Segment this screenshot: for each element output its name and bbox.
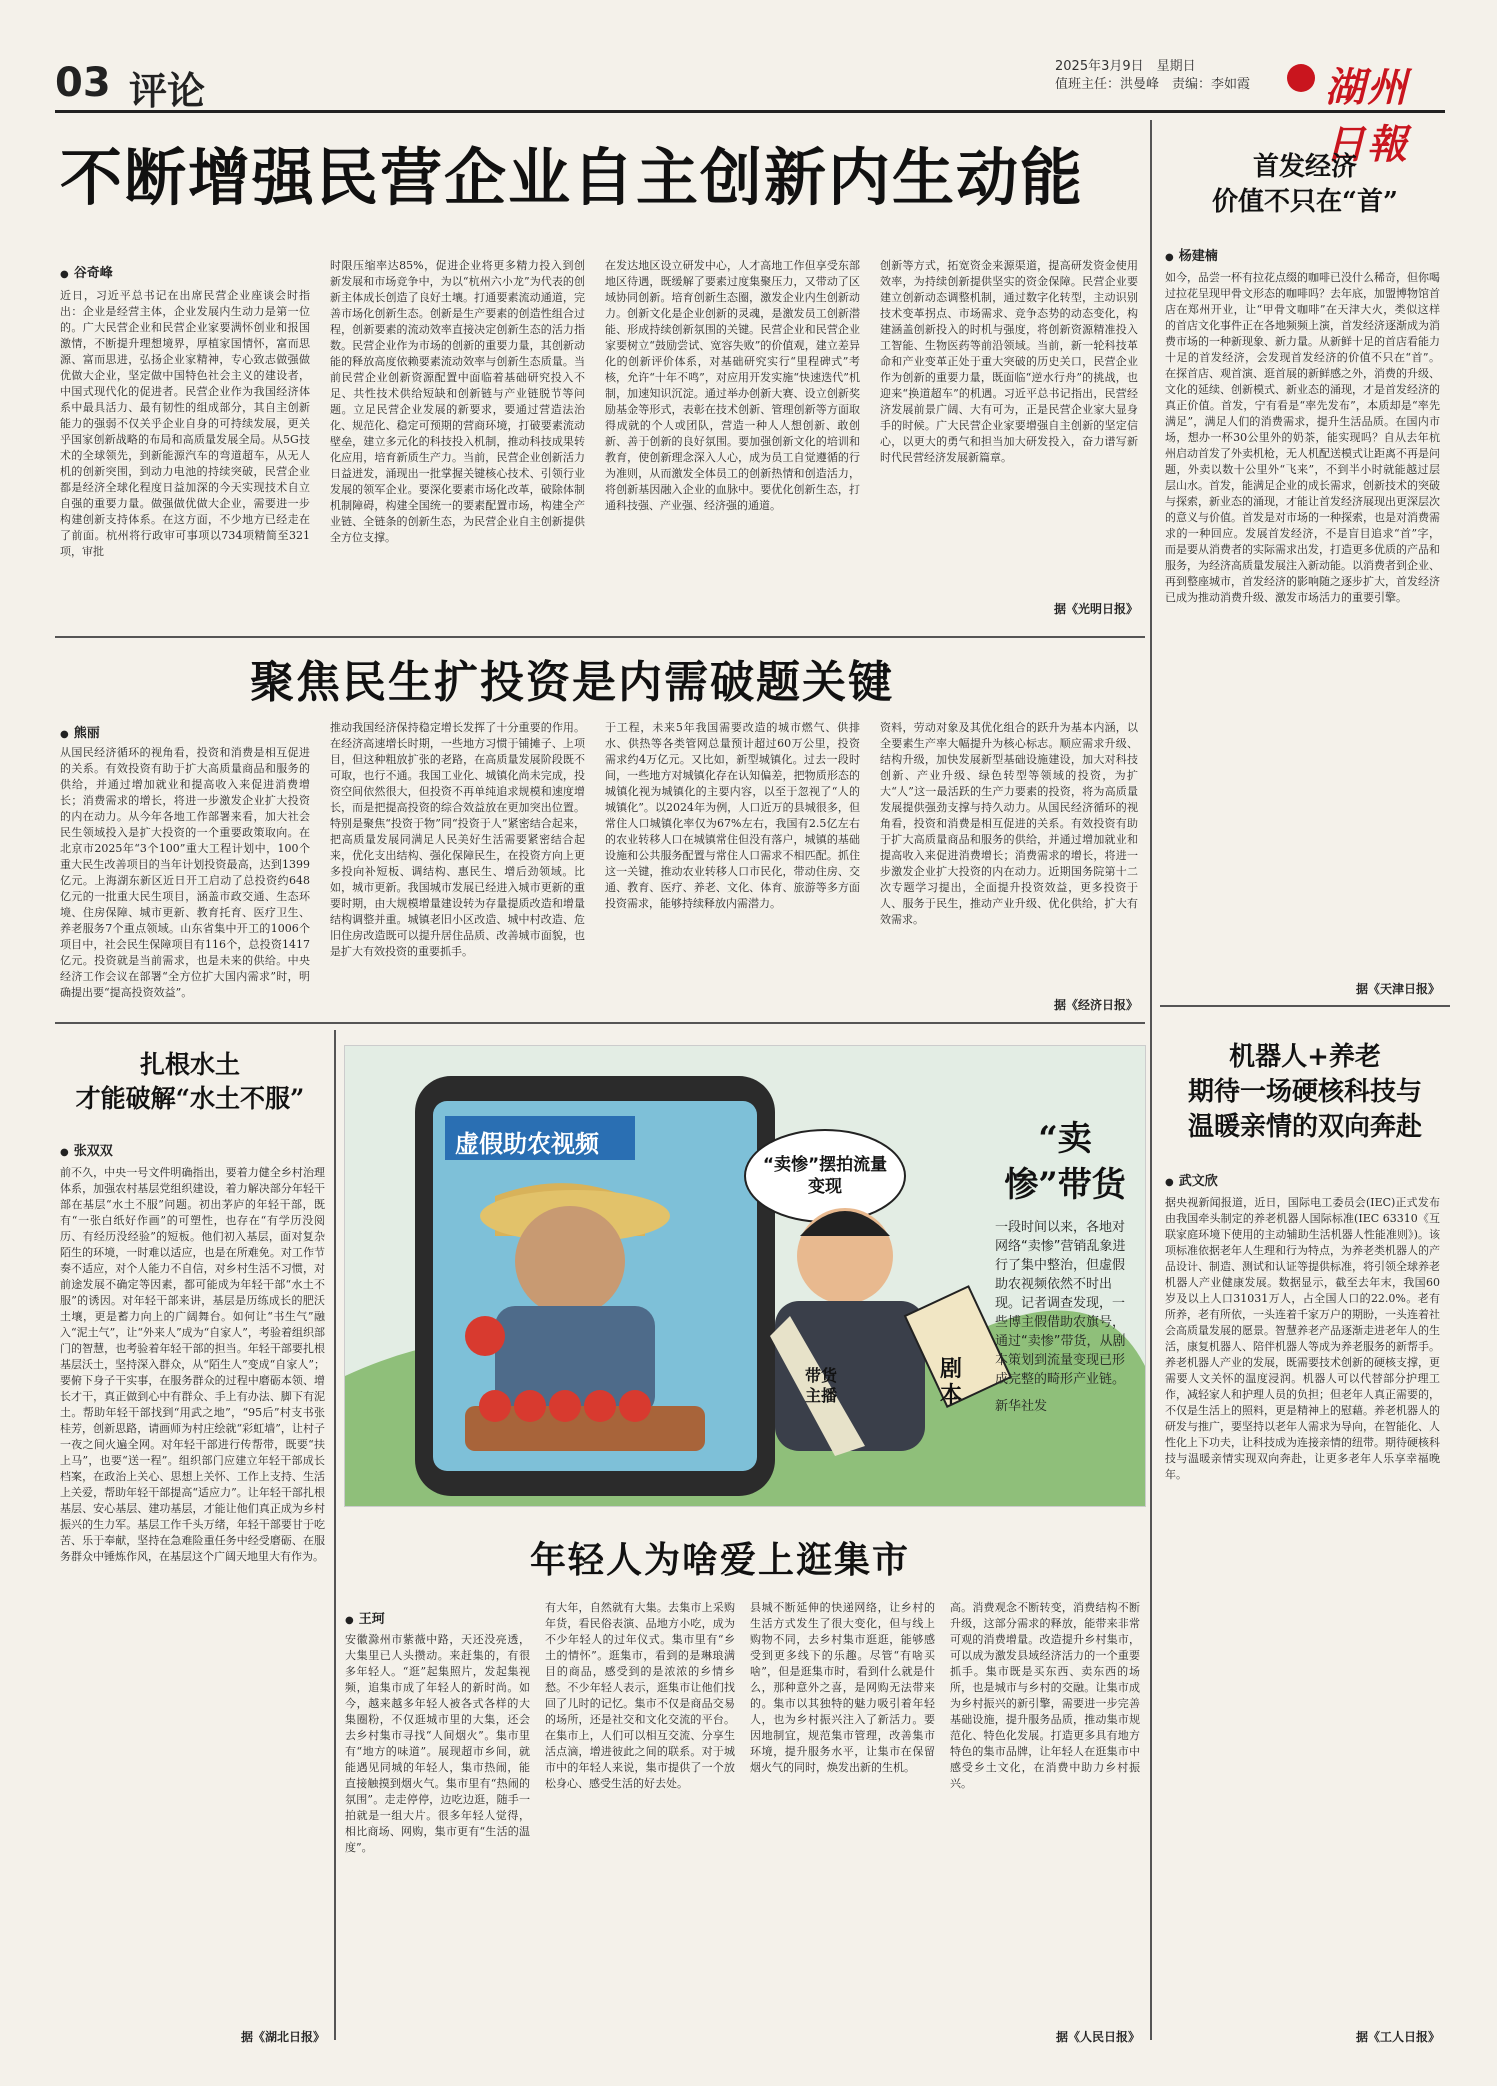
article3-headline: 年轻人为啥爱上逛集市 [530, 1539, 911, 1581]
article2-col-4: 资料，劳动对象及其优化组合的跃升为基本内涵，以全要素生产率大幅提升为核心标志。顺应需求升级、结构升级，加快发展新型基础设施建设，加大对科技创新、产业升级、绿色转型等领域的投资，为扩大“人”这一最活跃的生产力要素的投资，将为高质量发展提供强劲支撑与持久动力。从国民经济循环的视角看，投资和消费是相互促进的关系。有效投资有助于扩大高质量商品和服务的供给，并通过增加就业和提高收入来促进消费增长；消费需求的增长，将进一步激发企业扩大投资的内在动力。近期国务院第十二次专题学习提出，全面提升投资效益，更多投资于人、服务于民生，推动产业升级、优化供给，扩大有效需求。 [880, 721, 1138, 926]
section-name: 评论 [129, 69, 206, 113]
divider [1160, 1005, 1450, 1007]
side3-byline: ● 武文欣 [1165, 1170, 1218, 1189]
side3-title-line2: 期待一场硬核科技与 [1187, 1077, 1422, 1108]
side3-title [1160, 1040, 1450, 1145]
main-byline: ● 谷奇峰 [60, 262, 113, 281]
article2-col-2: 推动我国经济保持稳定增长发挥了十分重要的作用。在经济高速增长时期，一些地方习惯于铺摊子、上项目，但这种粗放扩张的老路，在高质量发展阶段既不可取，也行不通。我国工业化、城镇化尚未完成，投资空间依然很大，但投资不再单纯追求规模和速度增长，而是把提高投资的综合效益放在更加突出位置。特别是聚焦“投资于物”同“投资于人”紧密结合起来，把高质量发展同满足人民美好生活需要紧密结合起来，优化支出结构、强化保障民生，在投资方向上更多投向补短板、调结构、惠民生、增后劲领域。比如，城市更新。我国城市发展已经进入城市更新的重要时期，由大规模增量建设转为存量提质改造和增量结构调整并重。城镇老旧小区改造、城中村改造、危旧住房改造既可以提升居住品质、改善城市面貌，也是扩大有效投资的重要抓手。 [330, 721, 585, 958]
article2-byline: ● 熊丽 [60, 722, 100, 741]
side3-title-line1: 机器人+养老 [1229, 1042, 1381, 1072]
cartoon-speech-bubble: “卖惨”摆拍流量变现 [762, 1155, 888, 1197]
cartoon-caption-title: “卖惨”带货 [1004, 1119, 1126, 1205]
article2-headline: 聚焦民生扩投资是内需破题关键 [250, 657, 894, 708]
side2-title-line1: 扎根水土 [139, 1050, 240, 1079]
column-rule [1150, 120, 1152, 2040]
article2-col-3: 于工程，未来5年我国需要改造的城市燃气、供排水、供热等各类管网总量预计超过60万公里，投资需求约4万亿元。又比如，新型城镇化。过去一段时间，一些地方对城镇化存在认知偏差，把物质形态的城镇化视为城镇化的主要内容，以至于忽视了“人的城镇化”。以2024年为例，人口近万的县城很多，但常住人口城镇化率仅为67%左右，我国有2.5亿左右的农业转移人口在城镇常住但没有落户，城镇的基础设施和公共服务配置与常住人口需求不相匹配。抓住这一关键，推动农业转移人口市民化，带动住房、交通、教育、医疗、养老、文化、体育、旅游等多方面投资需求，能够持续释放内需潜力。 [605, 721, 860, 910]
newspaper-logo: 湖州日報 [1325, 64, 1409, 168]
article2-col-1: 从国民经济循环的视角看，投资和消费是相互促进的关系。有效投资有助于扩大高质量商品和服务的供给，并通过增加就业和提高收入来促进消费增长；消费需求的增长，将进一步激发企业扩大投资的内在动力。从今年各地工作部署来看，加大社会民生领域投入是扩大投资的一个重要政策取向。在北京市2025年“3个100”重大工程计划中，100个重大民生改善项目的当年计划投资最高，达到1399亿元。上海湖东新区近日开工启动了总投资约648亿元的一批重大民生项目，涵盖市政交通、生态环境、住房保障、城市更新、教育托育、医疗卫生、养老服务7个重点领域。山东省集中开工的1006个项目中，社会民生保障项目有116个，总投资1417亿元。投资就是当前需求，也是未来的供给。中央经济工作会议在部署“全方位扩大国内需求”时，明确提出要“提高投资效益”。 [60, 746, 310, 999]
article3-col-3: 县城不断延伸的快递网络，让乡村的生活方式发生了很大变化，但与线上购物不同，去乡村集市逛逛，能够感受到更多线下的乐趣。尽管“有啥买啥”，但是逛集市时，看到什么就是什么，那种意外之喜，是网购无法带来的。集市以其独特的魅力吸引着年轻人，也为乡村振兴注入了新活力。要因地制宜，规范集市管理，改善集市环境，提升服务水平，让集市在保留烟火气的同时，焕发出新的生机。 [750, 1601, 935, 1774]
side2-title [55, 1048, 325, 1116]
article3-col-4: 高。消费观念不断转变，消费结构不断升级，这部分需求的释放，能带来非常可观的消费增量。改造提升乡村集市，可以成为激发县域经济活力的一个重要抓手。集市既是买东西、卖东西的场所，也是城市与乡村的交融。让集市成为乡村振兴的新引擎，需要进一步完善基础设施，提升服务品质，推动集市规范化、特色化发展。打造更多具有地方特色的集市品牌，让年轻人在逛集市中感受乡土文化，在消费中助力乡村振兴。 [950, 1601, 1140, 1790]
side2-title-line2: 才能破解“水土不服” [75, 1083, 305, 1113]
main-col-3: 在发达地区设立研发中心，人才高地工作但享受东部地区待遇，既缓解了要素过度集聚压力，又带动了区域协同创新。培育创新生态圈，激发企业内生创新动力。创新文化是企业创新的灵魂，是激发员工创新潜能、形成持续创新氛围的关键。民营企业和民营企业家要树立“鼓励尝试、宽容失败”的价值观，建立差异化的创新评价体系，对基础研究实行“里程碑式”考核，允许“十年不鸣”，对应用开发实施“快速迭代”机制，加速知识沉淀。通过举办创新大赛、设立创新奖励基金等形式，表彰在技术创新、管理创新等方面取得成就的个人或团队，营造一种人人想创新、敢创新、善于创新的良好氛围。要加强创新文化的培训和教育，使创新理念深入人心，成为员工自觉遵循的行为准则，从而激发全体员工的创新热情和创造活力，将创新基因融入企业的血脉中。要优化创新生态，打通科技强、产业强、经济强的通道。 [605, 259, 860, 512]
date-line: 2025年3月9日 星期日 [1055, 59, 1196, 74]
article3-col-2: 有大年，自然就有大集。去集市上采购年货，看民俗表演、品地方小吃，成为不少年轻人的过年仪式。集市里有“乡土的情怀”。逛集市，看到的是琳琅满目的商品，感受到的是浓浓的乡情乡愁。不少年轻人表示，逛集市让他们找回了儿时的记忆。集市不仅是商品交易的场所，还是社交和文化交流的平台。在集市上，人们可以相互交流、分享生活点滴，增进彼此之间的联系。对于城市中的年轻人来说，集市提供了一个放松身心、感受生活的好去处。 [545, 1601, 735, 1790]
column-rule [334, 1030, 336, 2040]
main-col-1: 近日，习近平总书记在出席民营企业座谈会时指出：企业是经营主体，企业发展内生动力是第一位的。广大民营企业和民营企业家要满怀创业和报国激情，不断提升理想境界，厚植家国情怀，富而思源、富而思进，弘扬企业家精神，专心致志做强做优做大企业，坚定做中国特色社会主义的建设者，中国式现代化的促进者。民营企业作为我国经济体系中最具活力、最有韧性的组成部分，其自主创新能力的强弱不仅关乎企业自身的可持续发展，更关乎国家创新战略的布局和高质量发展全局。从5G技术的全球领先，到新能源汽车的弯道超车，从无人机的创新突围，到动力电池的持续突破，民营企业都是经济全球化程度日益加深的今天实现技术自立自强的重要力量。做强做优做大企业，需要进一步构建创新支持体系。在这方面，不少地方已经走在了前面。杭州将行政审可事项以734项精简至321项，审批 [60, 289, 310, 558]
divider [55, 636, 1145, 638]
side2-text: 前不久，中央一号文件明确指出，要着力健全乡村治理体系，加强农村基层党组织建设，着力解决部分年轻干部在基层“水土不服”问题。初出茅庐的年轻干部，既有“一张白纸好作画”的可塑性，也存在“有学历没阅历、有经历没经验”的短板。他们初入基层，面对复杂陌生的环境，一时难以适应，也是在所难免。对工作节奏不适应，对个人能力不自信，对乡村生活不习惯，对前途发展不确定等因素，都可能成为年轻干部“水土不服”的诱因。对年轻干部来讲，基层是历练成长的肥沃土壤，更是蓄力向上的广阔舞台。如何让“书生气”融入“泥土气”，让“外来人”成为“自家人”，考验着组织部门的智慧，也考验着年轻干部的担当。年轻干部要扎根基层沃土，坚持深入群众，从“陌生人”变成“自家人”；要俯下身子干实事，在服务群众的过程中磨砺本领、增长才干，真正做到心中有群众、手上有办法、脚下有泥土。帮助年轻干部找到“用武之地”，“95后”村支书张桂芳，创新思路，请画师为村庄绘就“彩虹墙”，让村子一夜之间火遍全网。对年轻干部进行传帮带，既要“扶上马”，也要“送一程”。组织部门应建立年轻干部成长档案，在政治上关心、思想上关怀、工作上支持、生活上关爱，帮助年轻干部提高“适应力”。让年轻干部扎根基层、安心基层、建功基层，才能让他们真正成为乡村振兴的生力军。基层工作千头万绪，年轻干部要甘于吃苦、乐于奉献，坚持在急难险重任务中经受磨砺、在服务群众中锤炼作风，在基层这个广阔天地里大有作为。 [60, 1166, 325, 1563]
main-col-4: 创新等方式，拓宽资金来源渠道，提高研发资金使用效率，为持续创新提供坚实的资金保障。民营企业要建立创新动态调整机制，通过数字化转型，主动识别技术变革拐点、市场需求、竞争态势的动态变化，构建涵盖创新投入的时机与强度，将创新资源精准投入工智能、生物医药等前沿领域。当前，新一轮科技革命和产业变革正处于重大突破的历史关口，民营企业作为创新的重要力量，既面临“逆水行舟”的挑战，也迎来“换道超车”的机遇。习近平总书记指出，民营经济发展前景广阔、大有可为，正是民营企业家大显身手的时候。广大民营企业家要增强自主创新的坚定信心，以更大的勇气和担当加大研发投入，奋力谱写新时代民营经济发展新篇章。 [880, 259, 1138, 464]
side1-text: 如今，品尝一杯有拉花点缀的咖啡已没什么稀奇，但你喝过拉花呈现甲骨文形态的咖啡吗？去年底，加盟博物馆首店在郑州开业，让“甲骨文咖啡”在天津大火，类似这样的首店文化事件正在各地频频上演，首发经济逐渐成为消费市场的一种新现象、新力量。从新鲜十足的首店看能力十足的首发经济，会发现首发经济的价值不只在“首”。在探首店、观首演、逛首展的新鲜感之外，消费的升级、文化的延续、创新模式、新业态的涌现，才是首发经济的真正价值。首发，宁有看是“率先发布”，本质却是“率先满足”，满足人们的消费需求，提升生活品质。在国内市场，想办一杯30公里外的奶茶，能实现吗？自从去年杭州启动首发了外卖机枪，无人机配送模式让距离不再是问题，外卖以数十公里外“飞来”，不到半小时就能越过层层山水。首发，能满足企业的成长需求，创新技术的突破与探索，新业态的涌现，才能让首发经济展现出更深层次的意义与价值。首发是对市场的一种探索，也是对消费需求的一种回应。发展首发经济，不是盲目追求“首”字，而是要从消费者的实际需求出发，打造更多优质的产品和服务，为经济高质量发展注入新动能。以消费者到企业、再到整座城市，首发经济的影响随之逐步扩大，首发经济已成为推动消费升级、激发市场活力的重要引擎。 [1165, 271, 1440, 604]
main-source: 据《光明日报》 [1053, 602, 1138, 616]
cartoon-caption-source: 新华社发 [995, 1399, 1048, 1414]
article2-source: 据《经济日报》 [1053, 998, 1138, 1012]
divider [55, 1022, 1145, 1024]
side1-title-line1: 首发经济 [1252, 152, 1357, 182]
cartoon-screen-title: 虚假助农视频 [455, 1130, 599, 1158]
main-col-2: 时限压缩率达85%，促进企业将更多精力投入到创新发展和市场竞争中，为以“杭州六小龙”为代表的创新主体成长创造了良好土壤。打通要素流动通道，完善市场化创新生态。创新是生产要素的创造性组合过程，创新要素的流动效率直接决定创新生态的活力指数。民营企业作为市场的创新的重要力量，其创新动能的释放高度依赖要素流动效率与创新生态质量。当前民营企业创新资源配置中面临着基础研究投入不足、共性技术供给短缺和创新链与产业链脱节等问题。立足民营企业发展的新要求，要通过营造法治化、规范化、稳定可预期的营商环境，打破要素流动壁垒，建立多元化的科技投入机制，推动科技成果转化应用，培育新质生产力。当前，民营企业创新活力日益迸发，涌现出一批掌握关键核心技术、引领行业发展的领军企业。要深化要素市场化改革，破除体制机制障碍，构建全国统一的要素配置市场，构建全产业链、全链条的创新生态，为民营企业自主创新提供全方位支撑。 [330, 259, 585, 544]
cartoon [344, 1045, 1146, 1507]
header-info [1055, 58, 1250, 94]
cartoon-script: 剧本 [940, 1356, 963, 1408]
side3-text: 据央视新闻报道，近日，国际电工委员会(IEC)正式发布由我国牵头制定的养老机器人国际标准(IEC 63310《互联家庭环境下使用的主动辅助生活机器人性能准则》)。该项标准依据老年人生理和行为特点，为养老类机器人的产品设计、制造、测试和认证等提供标准，将引领全球养老机器人产业健康发展。数据显示，截至去年末，我国60岁及以上人口31031万人，占全国人口的22.0%。老有所养，老有所依，一头连着千家万户的期盼，一头连着社会高质量发展的愿景。智慧养老产品逐渐走进老年人的生活，康复机器人、陪伴机器人等成为养老服务的新帮手。养老机器人产业的发展，既需要技术创新的硬核支撑，更需要人文关怀的温度浸润。机器人可以代替部分护理工作，减轻家人和护理人员的负担；但老年人真正需要的，不仅是生活上的照料，更是精神上的慰藉。养老机器人的研发与推广，要坚持以老年人需求为导向，在智能化、人性化上下功夫，让科技成为连接亲情的纽带。期待硬核科技与温暖亲情实现双向奔赴，让更多老年人乐享幸福晚年。 [1165, 1196, 1440, 1481]
cartoon-caption [995, 1116, 1135, 1416]
cartoon-sash: 带货主播 [805, 1366, 838, 1405]
article3-source: 据《人民日报》 [1055, 2030, 1140, 2044]
page-number: 03 [55, 60, 111, 106]
cartoon-caption-text: 一段时间以来，各地对网络“卖惨”营销乱象进行了集中整治，但虚假助农视频依然不时出现。记者调查发现，一些博主假借助农旗号，通过“卖惨”带货，从剧本策划到流量变现已形成完整的畸形产业链。 [995, 1220, 1126, 1387]
side1-byline: ● 杨建楠 [1165, 245, 1218, 264]
side2-byline: ● 张双双 [60, 1140, 113, 1159]
side1-source: 据《天津日报》 [1355, 982, 1440, 996]
side2-source: 据《湖北日报》 [240, 2030, 325, 2044]
editor-line: 值班主任：洪曼峰 责编：李如霞 [1055, 77, 1251, 92]
article3-byline: ● 王珂 [345, 1608, 385, 1627]
main-headline: 不断增强民营企业自主创新内生动能 [60, 141, 1085, 214]
article3-col-1: 安徽滁州市紫薇中路，天还没亮透，大集里已人头攒动。来赶集的，有很多年轻人。“逛”起集照片，发起集视频，追集市成了年轻人的新时尚。如今，越来越多年轻人被各式各样的大集圈粉，不仅逛城市里的大集，还会去乡村集市寻找“人间烟火”。集市里有“地方的味道”。展现超市乡间，就能遇见同城的年轻人，集市热闹，能直接触摸到烟火气。集市里有“热闹的氛围”。走走停停，边吃边逛，随手一拍就是一组大片。很多年轻人觉得，相比商场、网购，集市更有“生活的温度”。 [345, 1633, 530, 1854]
side3-title-line3: 温暖亲情的双向奔赴 [1187, 1112, 1422, 1143]
side3-source: 据《工人日报》 [1355, 2030, 1440, 2044]
newspaper-logo-icon [1287, 64, 1315, 92]
side1-title [1160, 150, 1450, 220]
side1-title-line2: 价值不只在“首” [1212, 187, 1398, 218]
